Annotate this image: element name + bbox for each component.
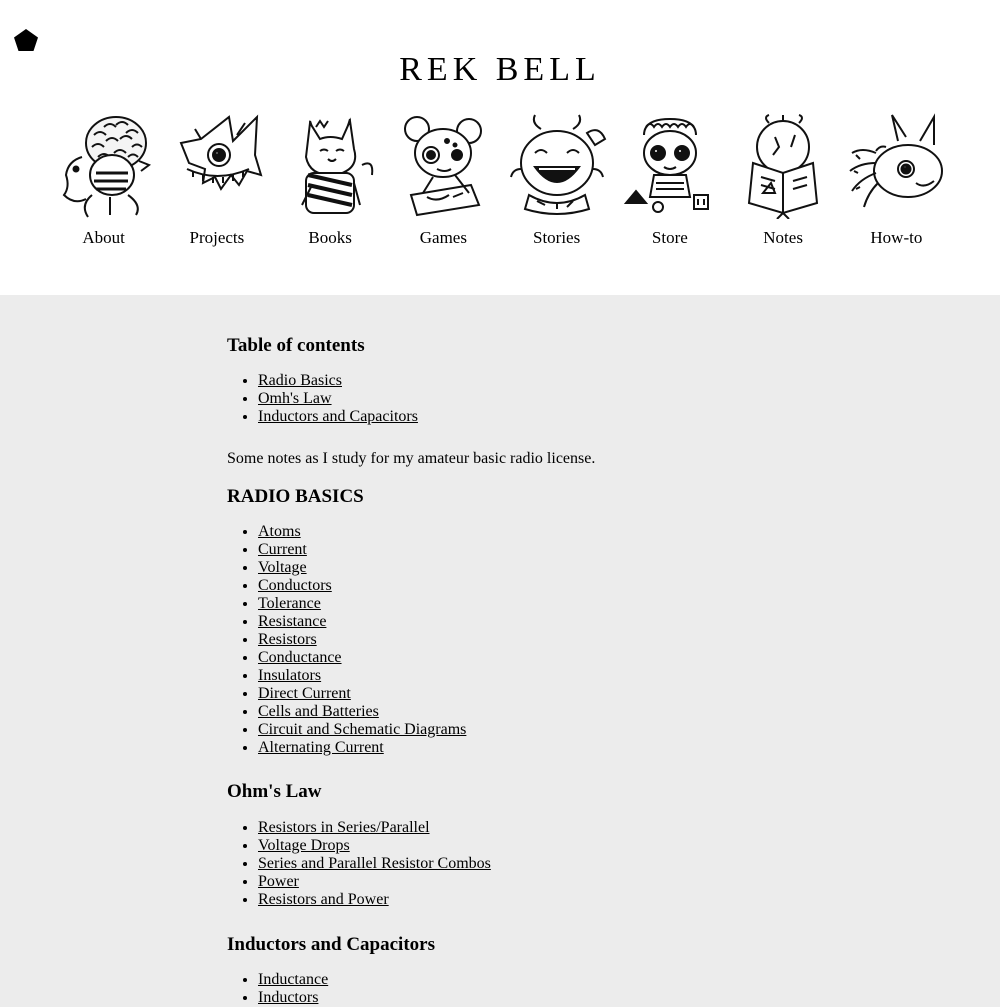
list-item: [258, 613, 787, 631]
main-nav: [47, 113, 953, 253]
topic-link[interactable]: Resistors: [258, 631, 317, 648]
topic-link[interactable]: Inductance: [258, 971, 329, 988]
list-item: [258, 577, 787, 595]
topic-link[interactable]: Voltage: [258, 559, 307, 576]
list-item: [258, 649, 787, 667]
list-item: [258, 837, 787, 855]
topic-link[interactable]: Resistance: [258, 613, 327, 630]
nav-item-about[interactable]: [47, 113, 160, 253]
nav-item-projects[interactable]: [160, 113, 273, 253]
inductors-list: [227, 971, 787, 1007]
nav-label: Stories: [533, 228, 581, 247]
topic-link[interactable]: Atoms: [258, 523, 301, 540]
topic-link[interactable]: Current: [258, 541, 307, 558]
toy-blocks-creature-icon: [620, 113, 720, 219]
list-item: [258, 631, 787, 649]
toc-link-ohms-law[interactable]: Omh's Law: [258, 390, 332, 407]
hedgehog-lizard-icon: [54, 113, 154, 219]
nav-label: Projects: [189, 228, 245, 247]
list-item: [258, 685, 787, 703]
site-header: [0, 0, 1000, 295]
toc-heading: Table of contents: [227, 335, 365, 356]
toc-link-radio-basics[interactable]: Radio Basics: [258, 372, 342, 389]
list-item: [258, 855, 787, 873]
topic-link[interactable]: Circuit and Schematic Diagrams: [258, 721, 467, 738]
topic-link[interactable]: Conductors: [258, 577, 332, 594]
toc-link-inductors[interactable]: Inductors and Capacitors: [258, 408, 418, 425]
section-heading-radio-basics: RADIO BASICS: [227, 486, 364, 507]
topic-link[interactable]: Resistors in Series/Parallel: [258, 819, 430, 836]
topic-link[interactable]: Direct Current: [258, 685, 351, 702]
list-item: [258, 667, 787, 685]
nav-item-games[interactable]: [387, 113, 500, 253]
topic-link[interactable]: Inductors: [258, 989, 319, 1006]
axolotl-icon: [846, 113, 946, 219]
nav-item-books[interactable]: [274, 113, 387, 253]
list-item: [258, 390, 787, 408]
list-item: [258, 541, 787, 559]
list-item: [258, 703, 787, 721]
mouse-drawing-icon: [393, 113, 493, 219]
nav-label: Store: [651, 228, 688, 247]
topic-link[interactable]: Insulators: [258, 667, 322, 684]
nav-label: Games: [419, 228, 467, 247]
scarf-cat-icon: [280, 113, 380, 219]
list-item: [258, 873, 787, 891]
nav-label: About: [82, 228, 125, 247]
list-item: [258, 819, 787, 837]
main-content: [227, 295, 787, 1007]
reading-creature-icon: [733, 113, 833, 219]
list-item: [258, 739, 787, 757]
list-item: [258, 372, 787, 390]
topic-link[interactable]: Series and Parallel Resistor Combos: [258, 855, 491, 872]
list-item: [258, 523, 787, 541]
list-item: [258, 721, 787, 739]
radio-basics-list: [227, 523, 787, 757]
section-heading-ohms-law: Ohm's Law: [227, 781, 322, 802]
toc-list: [227, 372, 787, 426]
nav-label: Notes: [763, 228, 803, 247]
intro-text: Some notes as I study for my amateur basic radio license.: [227, 450, 596, 467]
nav-item-how-to[interactable]: [840, 113, 953, 253]
nav-label: Books: [308, 228, 352, 247]
topic-link[interactable]: Tolerance: [258, 595, 321, 612]
topic-link[interactable]: Power: [258, 873, 299, 890]
laughing-creature-icon: [507, 113, 607, 219]
topic-link[interactable]: Cells and Batteries: [258, 703, 379, 720]
topic-link[interactable]: Resistors and Power: [258, 891, 389, 908]
list-item: [258, 595, 787, 613]
site-title: REK BELL: [399, 51, 601, 88]
list-item: [258, 989, 787, 1007]
topic-link[interactable]: Conductance: [258, 649, 342, 666]
topic-link[interactable]: Voltage Drops: [258, 837, 350, 854]
ohms-law-list: [227, 819, 787, 909]
cat-mask-icon: [167, 113, 267, 219]
list-item: [258, 559, 787, 577]
nav-item-store[interactable]: [613, 113, 726, 253]
topic-link[interactable]: Alternating Current: [258, 739, 384, 756]
nav-label: How-to: [870, 228, 923, 247]
section-heading-inductors: Inductors and Capacitors: [227, 934, 435, 955]
list-item: [258, 971, 787, 989]
pentagon-icon[interactable]: [14, 29, 38, 51]
nav-item-stories[interactable]: [500, 113, 613, 253]
nav-item-notes[interactable]: [727, 113, 840, 253]
list-item: [258, 408, 787, 426]
list-item: [258, 891, 787, 909]
